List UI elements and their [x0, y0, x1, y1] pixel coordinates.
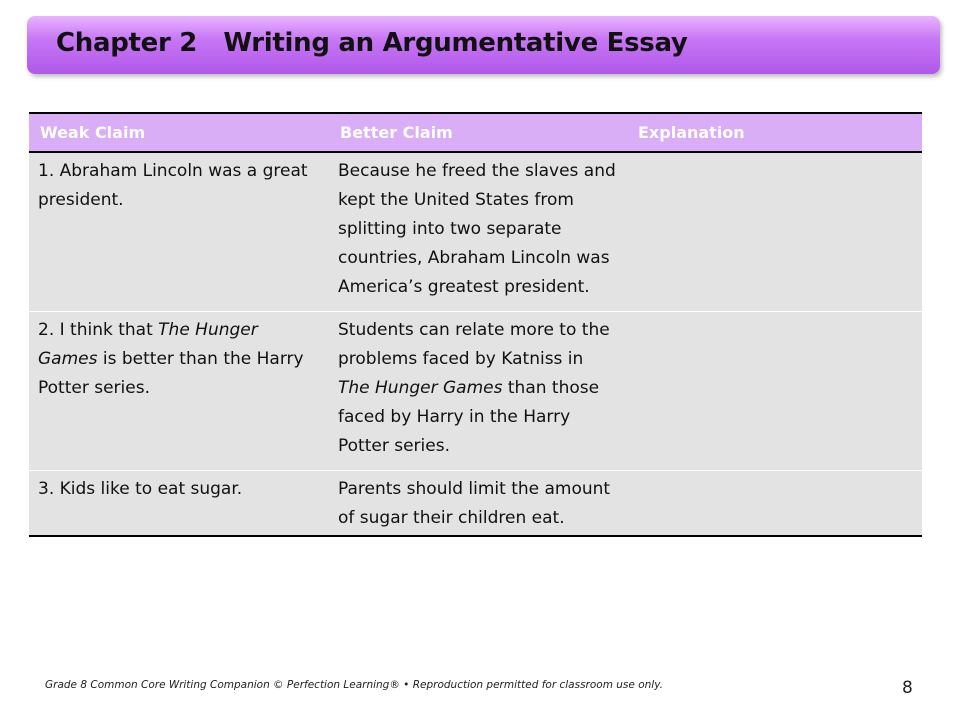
- better-claim-cell: Parents should limit the amount of sugar their children eat.: [329, 471, 627, 537]
- explanation-cell: [627, 471, 922, 537]
- weak-claim-text: 2. I think that: [38, 320, 159, 340]
- claims-table: [29, 112, 922, 537]
- book-title: The Hunger Games: [38, 320, 258, 369]
- header-weak-claim: Weak Claim: [29, 113, 329, 152]
- table-row: [29, 152, 922, 312]
- table-row: [29, 471, 922, 537]
- better-claim-cell: [329, 312, 627, 471]
- header-explanation: Explanation: [627, 113, 922, 152]
- better-claim-cell: Because he freed the slaves and kept the United States from splitting into two separate countries, Abraham Lincoln was America’s greatest president.: [329, 152, 627, 312]
- explanation-cell: [627, 312, 922, 471]
- book-title: The Hunger Games: [338, 378, 503, 398]
- page-number: 8: [902, 678, 913, 698]
- weak-claim-cell: [29, 312, 329, 471]
- slide-title: Chapter 2 Writing an Argumentative Essay: [56, 28, 688, 58]
- weak-claim-cell: 1. Abraham Lincoln was a great president.: [29, 152, 329, 312]
- weak-claim-cell: 3. Kids like to eat sugar.: [29, 471, 329, 537]
- better-claim-text: than those faced by Harry in the Harry Potter series.: [338, 378, 600, 456]
- better-claim-text: Students can relate more to the problems faced by Katniss in: [338, 320, 610, 369]
- table-row: [29, 312, 922, 471]
- footer-text: Grade 8 Common Core Writing Companion © Perfection Learning® • Reproduction permitted for classroom use only.: [45, 679, 663, 691]
- header-better-claim: Better Claim: [329, 113, 627, 152]
- weak-claim-text: is better than the Harry Potter series.: [38, 349, 304, 398]
- explanation-cell: [627, 152, 922, 312]
- header-row: [29, 113, 922, 152]
